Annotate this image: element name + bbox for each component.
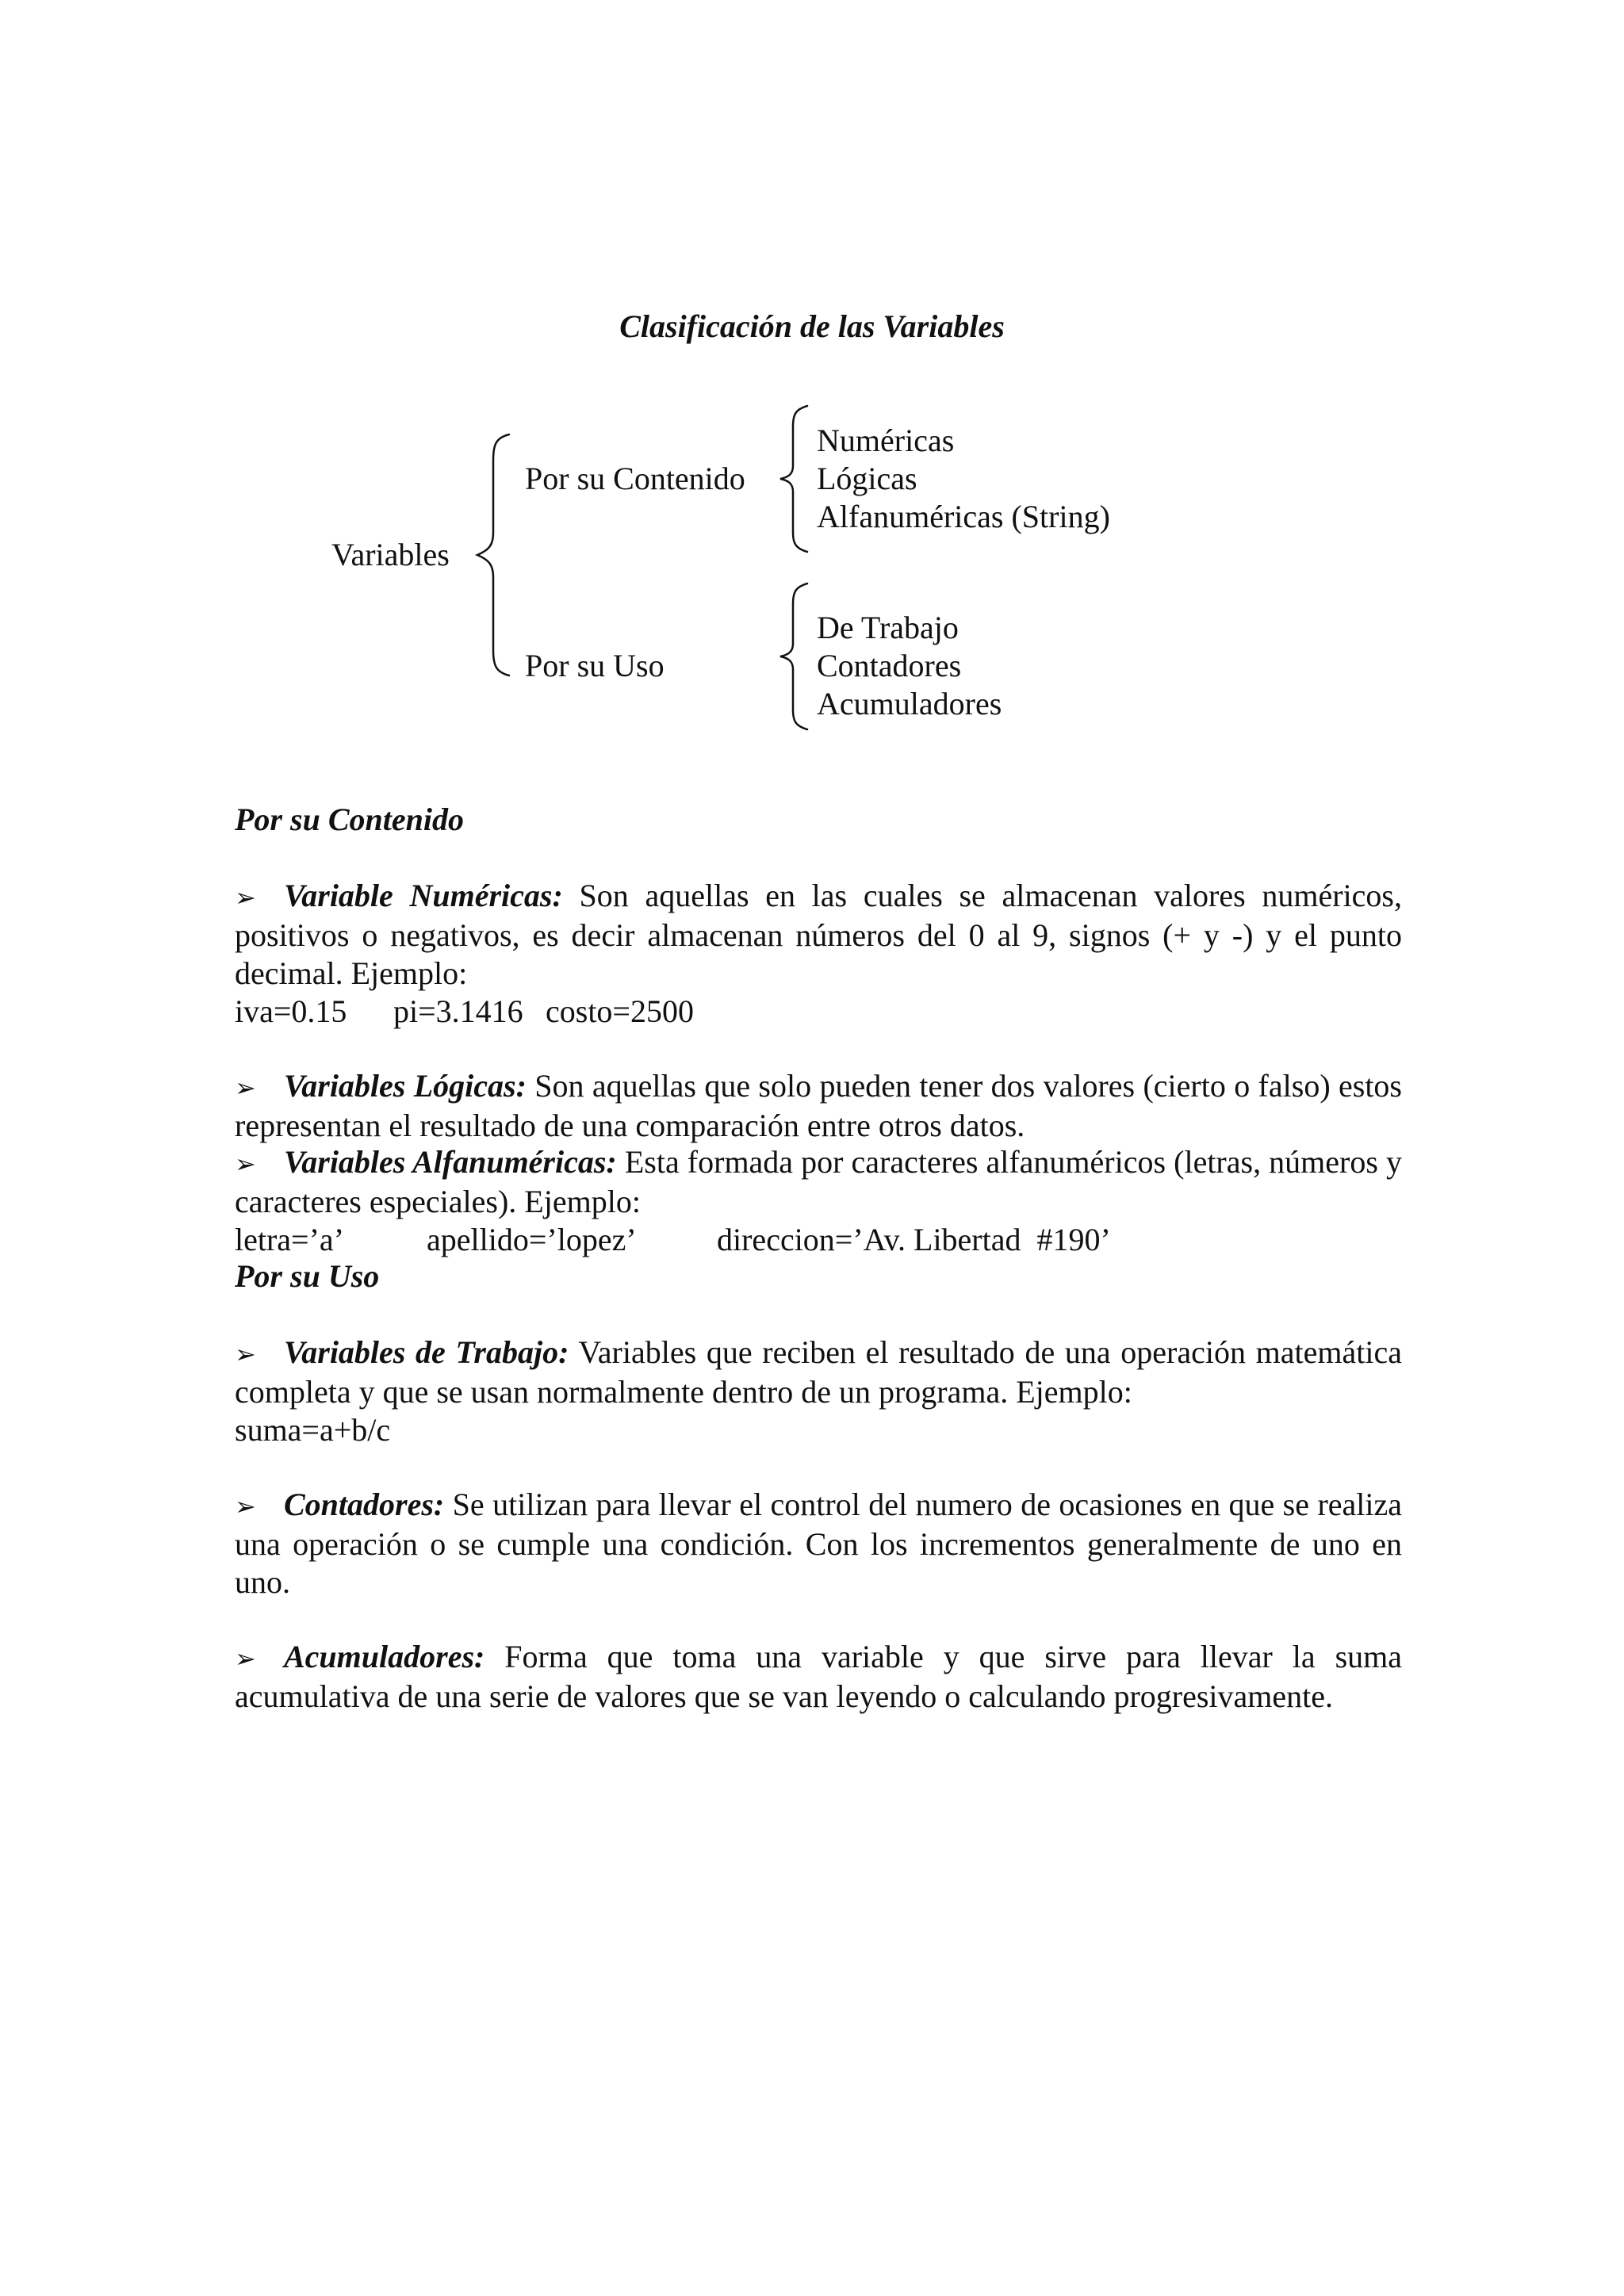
branch-uso-item: Contadores (817, 648, 962, 683)
bullet-icon: ➢ (235, 1339, 256, 1369)
uso-brace (780, 584, 807, 729)
text-trabajo: Variables que reciben el resultado de una operación matemática completa y que se usan normalmente dentro de un programa. Ejemplo: (235, 1334, 1402, 1410)
example-value: iva=0.15 (235, 993, 347, 1029)
branch-uso-item: Acumuladores (817, 686, 1002, 721)
section-heading-uso: Por su Uso (235, 1258, 380, 1294)
branch-uso-label: Por su Uso (525, 648, 665, 683)
branch-contenido-label: Por su Contenido (525, 461, 745, 496)
term-numericas: Variable Numéricas: (284, 878, 563, 913)
text-contadores: Se utilizan para llevar el control del numero de ocasiones en que se realiza una operación o se cumple una condición. Con los incrementos generalmente de uno en uno. (235, 1487, 1402, 1600)
root-brace (477, 434, 509, 675)
definition-alfanumericas (235, 1143, 1402, 1259)
branch-contenido-item: Lógicas (817, 461, 917, 496)
definition-numericas (235, 877, 1402, 1031)
term-trabajo: Variables de Trabajo: (284, 1334, 569, 1370)
term-contadores: Contadores: (284, 1487, 445, 1522)
example-trabajo: suma=a+b/c (235, 1412, 391, 1448)
example-value: pi=3.1416 (393, 993, 523, 1029)
bullet-icon: ➢ (235, 1644, 256, 1674)
branch-contenido-item: Alfanuméricas (String) (817, 499, 1110, 534)
branch-uso-item: De Trabajo (817, 610, 959, 645)
bullet-icon: ➢ (235, 1073, 256, 1103)
term-alfanumericas: Variables Alfanuméricas: (284, 1144, 617, 1180)
tree-root: Variables (331, 537, 450, 572)
definition-acumuladores (235, 1638, 1402, 1716)
example-value: apellido=’lopez’ (427, 1222, 637, 1257)
bullet-icon: ➢ (235, 1149, 256, 1179)
bullet-icon: ➢ (235, 1491, 256, 1521)
examples-alfanumericas (235, 1221, 1402, 1259)
examples-numericas (235, 993, 1402, 1031)
text-acumuladores: Forma que toma una variable y que sirve para llevar la suma acumulativa de una serie de valores que se van leyendo o calculando progresivamente. (235, 1639, 1402, 1714)
text-numericas: Son aquellas en las cuales se almacenan valores numéricos, positivos o negativos, es decir almacenan números del 0 al 9, signos (+ y -) y el punto decimal. Ejemplo: (235, 878, 1403, 991)
example-value: letra=’a’ (235, 1222, 345, 1257)
page-title: Clasificación de las Variables (619, 308, 1005, 344)
tree-braces (0, 0, 1624, 761)
definition-contadores (235, 1486, 1402, 1601)
text-logicas: Son aquellas que solo pueden tener dos valores (cierto o falso) estos representan el resultado de una comparación entre otros datos. (235, 1068, 1402, 1143)
term-acumuladores: Acumuladores: (284, 1639, 485, 1674)
definition-logicas (235, 1067, 1402, 1145)
bullet-icon: ➢ (235, 882, 256, 913)
example-value: costo=2500 (546, 993, 694, 1029)
text-alfanumericas: Esta formada por caracteres alfanuméricos (letras, números y caracteres especiales). Ejemplo: (235, 1144, 1402, 1219)
definition-trabajo (235, 1334, 1402, 1449)
section-heading-contenido: Por su Contenido (235, 802, 464, 837)
example-value: direccion=’Av. Libertad #190’ (717, 1222, 1111, 1257)
contenido-brace (780, 406, 807, 552)
term-logicas: Variables Lógicas: (284, 1068, 527, 1104)
branch-contenido-item: Numéricas (817, 423, 955, 458)
